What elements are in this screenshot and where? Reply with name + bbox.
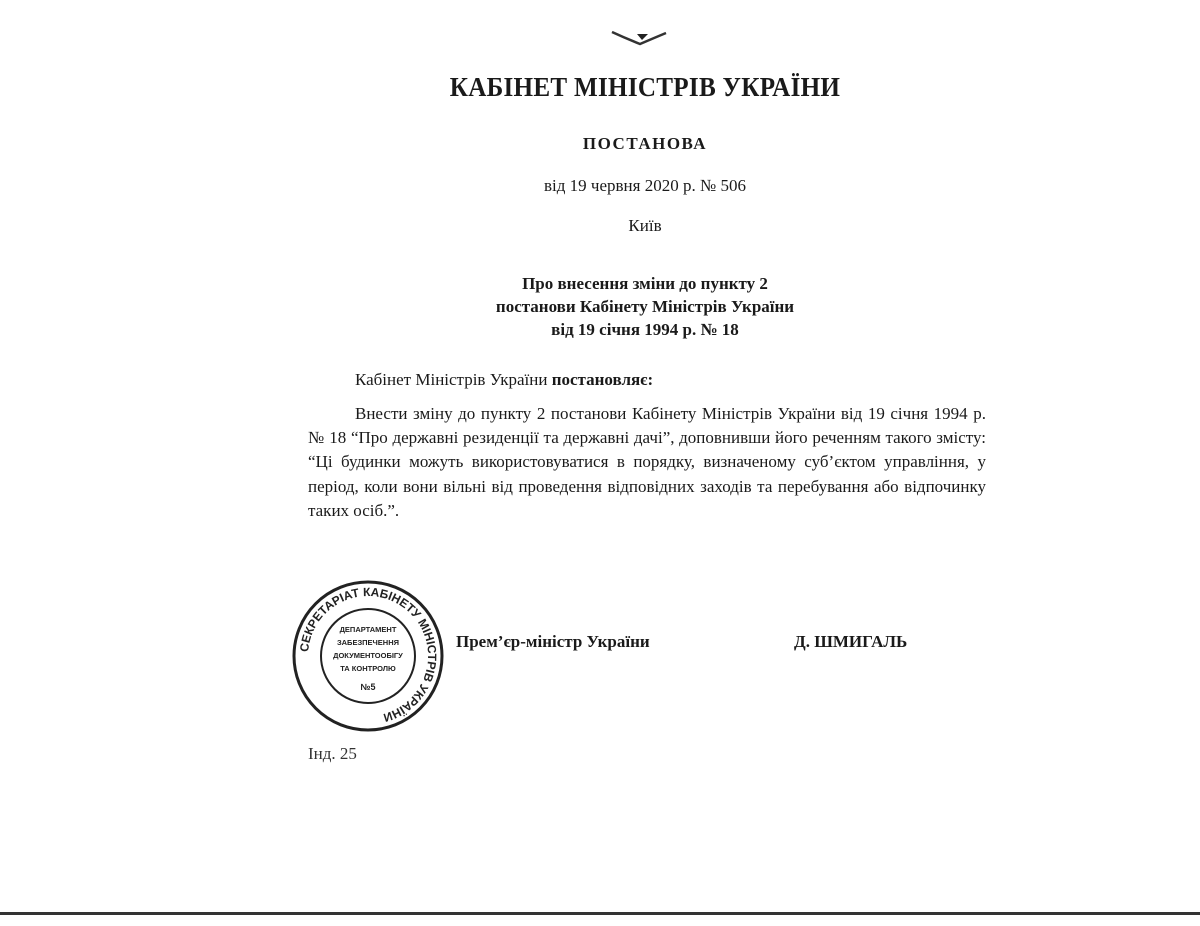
resolution-body: Внести зміну до пункту 2 постанови Кабінету Міністрів України від 19 січня 1994 р. № 18 “Про державні резиденції та державні дачі”, доповнивши його реченням такого змісту: “Ці будинки можуть використовуватися в порядку, визначеному суб’єктом управління, у період, коли вони вільні від проведення відповідних заходів та перебування або відпочинку таких осіб.”. [308, 404, 986, 520]
resolution-intro [355, 370, 653, 390]
coat-of-arms-mark-icon [610, 26, 670, 53]
seal-inner-line: ЗАБЕЗПЕЧЕННЯ [336, 638, 400, 647]
document-kind: ПОСТАНОВА [582, 134, 708, 153]
official-seal [290, 578, 446, 739]
document-title: КАБІНЕТ МІНІСТРІВ УКРАЇНИ [449, 72, 841, 102]
seal-number: №5 [360, 682, 376, 692]
seal-ring-text: СЕКРЕТАРІАТ КАБІНЕТУ МІНІСТРІВ УКРАЇНИ [297, 584, 440, 725]
document-index: Інд. 25 [308, 744, 357, 763]
document-subject [0, 272, 1200, 341]
scan-edge-divider [0, 912, 1200, 915]
signatory-name: Д. ШМИГАЛЬ [794, 632, 908, 651]
intro-text: Кабінет Міністрів України [355, 370, 552, 389]
seal-inner-line: ТА КОНТРОЛЮ [340, 664, 396, 673]
subject-line: від 19 січня 1994 р. № 18 [551, 320, 739, 339]
signatory-position: Прем’єр-міністр України [456, 632, 650, 651]
intro-decision: постановляє: [551, 370, 654, 389]
subject-line: Про внесення зміни до пункту 2 [522, 274, 768, 293]
subject-line: постанови Кабінету Міністрів України [495, 297, 795, 316]
document-city: Київ [628, 216, 662, 235]
document-date-number: від 19 червня 2020 р. № 506 [544, 176, 746, 195]
seal-inner-line: ДОКУМЕНТООБІГУ [333, 651, 403, 660]
seal-inner-line: ДЕПАРТАМЕНТ [339, 625, 397, 634]
